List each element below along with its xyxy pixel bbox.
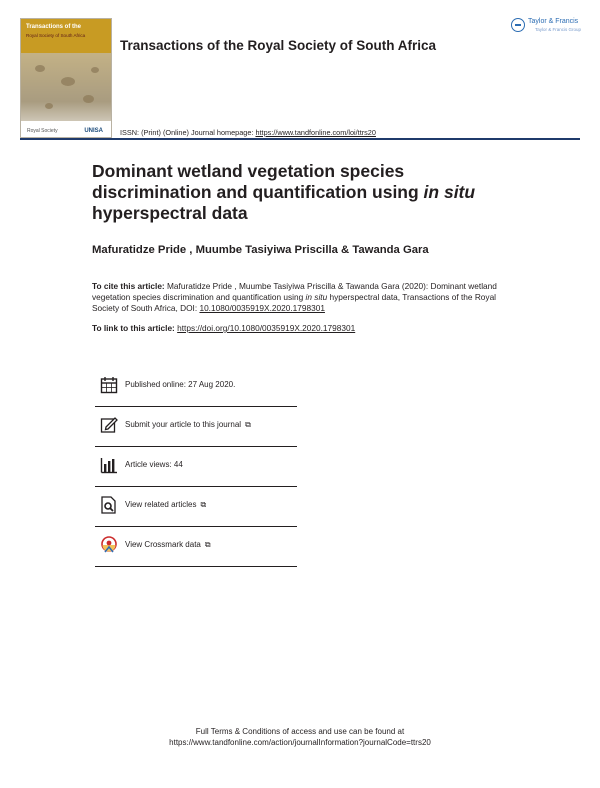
bar-chart-icon xyxy=(100,456,118,474)
crossmark-row[interactable] xyxy=(95,526,297,567)
cite-text-1: Mafuratidze Pride , Muumbe Tasiyiwa Priscilla & Tawanda Gara (2020): Dominant wetland vegetation species discrimination and quantification using xyxy=(92,281,497,302)
footer-line1: Full Terms & Conditions of access and use can be found at xyxy=(195,727,405,736)
article-link-block xyxy=(92,323,522,334)
article-title xyxy=(92,161,512,224)
published-online-text: Published online: 27 Aug 2020. xyxy=(125,380,236,389)
cover-pebble xyxy=(91,67,99,73)
journal-title: Transactions of the Royal Society of South Africa xyxy=(120,38,437,53)
related-articles-text: View related articles xyxy=(125,500,197,509)
cover-pebble xyxy=(35,65,45,72)
footer-terms-link[interactable]: https://www.tandfonline.com/action/journalInformation?journalCode=ttrs20 xyxy=(169,738,431,747)
cite-label: To cite this article: xyxy=(92,281,165,291)
tf-logo-name: Taylor & Francis xyxy=(528,18,579,25)
cover-pebble xyxy=(61,77,75,86)
cover-publisher-mark: Royal Society xyxy=(27,128,58,134)
submit-article-text: Submit your article to this journal xyxy=(125,420,242,429)
related-articles-link[interactable] xyxy=(125,500,206,510)
article-authors: Mafuratidze Pride , Muumbe Tasiyiwa Priscilla & Tawanda Gara xyxy=(92,244,429,256)
external-link-icon: ⧉ xyxy=(245,420,251,429)
cover-pebble xyxy=(83,95,94,103)
crossmark-link[interactable] xyxy=(125,540,211,550)
article-views-row xyxy=(95,446,297,487)
document-search-icon xyxy=(100,496,118,514)
article-views-text: Article views: 44 xyxy=(125,460,183,469)
cover-unisa-logo: UNISA xyxy=(84,128,103,134)
related-articles-row[interactable] xyxy=(95,486,297,527)
issn-prefix: ISSN: (Print) (Online) Journal homepage: xyxy=(120,128,256,137)
title-italic: in situ xyxy=(423,182,476,202)
cite-text-2: hyperspectral data, Transactions of the Royal Society of South Africa, DOI: xyxy=(92,292,497,313)
article-doi-link[interactable]: https://doi.org/10.1080/0035919X.2020.1798301 xyxy=(177,323,356,333)
crossmark-icon xyxy=(100,536,118,554)
link-label: To link to this article: xyxy=(92,323,178,333)
header-divider xyxy=(20,138,580,140)
title-end: hyperspectral data xyxy=(92,203,248,223)
terms-footer xyxy=(0,726,600,748)
issn-line xyxy=(120,128,376,137)
taylor-francis-logo[interactable] xyxy=(511,16,583,38)
published-online-row xyxy=(95,366,297,407)
calendar-icon xyxy=(100,376,118,394)
citation-block xyxy=(92,281,522,314)
submit-article-link[interactable] xyxy=(125,420,251,430)
cover-title-line2: Royal Society of South Africa xyxy=(26,33,86,38)
tf-logo-icon xyxy=(511,18,525,32)
cite-italic: in situ xyxy=(305,292,328,302)
journal-homepage-link[interactable]: https://www.tandfonline.com/loi/ttrs20 xyxy=(255,128,376,137)
title-main: Dominant wetland vegetation species discrimination and quantification using xyxy=(92,161,424,202)
crossmark-text: View Crossmark data xyxy=(125,540,201,549)
external-link-icon: ⧉ xyxy=(204,540,211,549)
submit-article-row[interactable] xyxy=(95,406,297,447)
tf-logo-subtitle: Taylor & Francis Group xyxy=(535,27,582,32)
cover-pebble xyxy=(45,103,53,109)
edit-icon xyxy=(100,416,118,434)
cover-title-line1: Transactions of the xyxy=(26,24,82,30)
cite-doi-link[interactable]: 10.1080/0035919X.2020.1798301 xyxy=(199,303,325,313)
journal-cover-image xyxy=(20,18,112,138)
external-link-icon: ⧉ xyxy=(200,500,207,509)
